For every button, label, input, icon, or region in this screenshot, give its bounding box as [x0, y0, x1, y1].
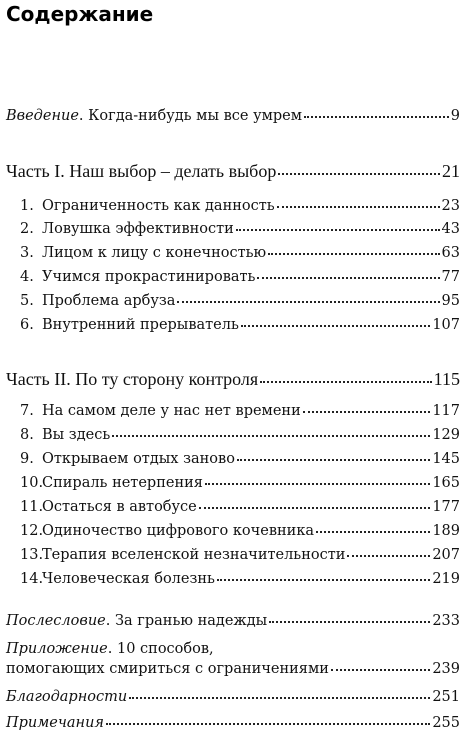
- leader-dots: [303, 410, 431, 413]
- page-title: Содержание: [6, 2, 154, 26]
- page-number: 107: [432, 317, 460, 333]
- chapter-title: Ограниченность как данность: [42, 198, 275, 214]
- chapter-number: 8.: [20, 427, 34, 443]
- acknowledgements-title: Благодарности: [6, 689, 128, 705]
- page-number: 77: [441, 269, 460, 285]
- page-number: 115: [433, 369, 460, 389]
- leader-dots: [106, 722, 430, 725]
- toc-entry-appendix-line1[interactable]: [6, 640, 460, 658]
- chapter-title: Лицом к лицу с конечностью: [42, 245, 267, 261]
- toc-chapter[interactable]: [20, 474, 460, 492]
- appendix-title-line1: . 10 способов,: [107, 641, 214, 657]
- leader-dots: [217, 578, 430, 581]
- leader-dots: [257, 276, 439, 279]
- leader-dots: [177, 300, 439, 303]
- chapter-title: Спираль нетерпения: [42, 475, 203, 491]
- appendix-title-line2: помогающих смириться с ограничениями: [6, 661, 329, 677]
- intro-prefix: Введение: [6, 108, 79, 124]
- leader-dots: [316, 530, 430, 533]
- page-number: 219: [432, 571, 460, 587]
- toc-chapter[interactable]: [20, 268, 460, 286]
- leader-dots: [236, 228, 440, 231]
- chapter-number: 12.: [20, 523, 44, 539]
- toc-chapter[interactable]: [20, 498, 460, 516]
- appendix-prefix: Приложение: [6, 641, 108, 657]
- leader-dots: [277, 205, 440, 208]
- page-number: 165: [432, 475, 460, 491]
- page-number: 233: [432, 613, 460, 629]
- chapter-number: 11.: [20, 499, 44, 515]
- leader-dots: [304, 115, 449, 118]
- chapter-title: Человеческая болезнь: [42, 571, 215, 587]
- toc-chapter[interactable]: [20, 450, 460, 468]
- toc-chapter[interactable]: [20, 316, 460, 334]
- leader-dots: [205, 482, 430, 485]
- chapter-title: Ловушка эффективности: [42, 221, 234, 237]
- chapter-number: 13.: [20, 547, 44, 563]
- leader-dots: [331, 668, 430, 671]
- toc-chapter[interactable]: [20, 522, 460, 540]
- chapter-title: Одиночество цифрового кочевника: [42, 523, 315, 539]
- chapter-number: 14.: [20, 571, 44, 587]
- page-number: 177: [432, 499, 460, 515]
- page-number: 207: [432, 547, 460, 563]
- leader-dots: [268, 252, 439, 255]
- page-number: 21: [442, 161, 460, 181]
- page-number: 239: [432, 661, 460, 677]
- toc-chapter[interactable]: [20, 546, 460, 564]
- toc-entry-afterword[interactable]: [6, 612, 460, 630]
- chapter-number: 7.: [20, 403, 34, 419]
- chapter-number: 2.: [20, 221, 34, 237]
- chapter-number: 6.: [20, 317, 34, 333]
- toc-entry-acknowledgements[interactable]: [6, 688, 460, 706]
- part-title: Часть I. Наш выбор – делать выбор: [6, 161, 277, 181]
- notes-title: Примечания: [6, 715, 105, 731]
- toc-part-1[interactable]: [6, 160, 460, 182]
- toc-entry-intro[interactable]: [6, 107, 460, 125]
- chapter-number: 4.: [20, 269, 34, 285]
- toc-chapter[interactable]: [20, 402, 460, 420]
- leader-dots: [237, 458, 430, 461]
- afterword-title: . За гранью надежды: [105, 613, 268, 629]
- chapter-title: На самом деле у нас нет времени: [42, 403, 301, 419]
- chapter-number: 5.: [20, 293, 34, 309]
- chapter-number: 3.: [20, 245, 34, 261]
- toc-chapter[interactable]: [20, 292, 460, 310]
- page-number: 43: [441, 221, 460, 237]
- chapter-title: Открываем отдых заново: [42, 451, 235, 467]
- toc-chapter[interactable]: [20, 426, 460, 444]
- chapter-title: Остаться в автобусе: [42, 499, 197, 515]
- chapter-number: 1.: [20, 198, 34, 214]
- chapter-title: Проблема арбуза: [42, 293, 176, 309]
- leader-dots: [199, 506, 431, 509]
- page-number: 129: [432, 427, 460, 443]
- part-title: Часть II. По ту сторону контроля: [6, 369, 259, 389]
- chapter-title: Учимся прокрастинировать: [42, 269, 256, 285]
- afterword-prefix: Послесловие: [6, 613, 106, 629]
- leader-dots: [241, 324, 430, 327]
- intro-title: . Когда-нибудь мы все умрем: [78, 108, 303, 124]
- leader-dots: [260, 380, 431, 383]
- page-number: 255: [432, 715, 460, 731]
- page-number: 63: [441, 245, 460, 261]
- page-number: 189: [432, 523, 460, 539]
- chapter-number: 9.: [20, 451, 34, 467]
- page-number: 95: [441, 293, 460, 309]
- page-number: 9: [450, 108, 460, 124]
- toc-entry-notes[interactable]: [6, 714, 460, 732]
- page-number: 23: [441, 198, 460, 214]
- leader-dots: [112, 434, 430, 437]
- toc-entry-appendix-line2[interactable]: [6, 660, 460, 678]
- toc-chapter[interactable]: [20, 244, 460, 262]
- page-number: 117: [432, 403, 460, 419]
- leader-dots: [129, 696, 430, 699]
- chapter-number: 10.: [20, 475, 44, 491]
- toc-chapter[interactable]: [20, 197, 460, 215]
- leader-dots: [347, 554, 430, 557]
- toc-part-2[interactable]: [6, 368, 460, 390]
- toc-chapter[interactable]: [20, 570, 460, 588]
- chapter-title: Вы здесь: [42, 427, 111, 443]
- chapter-title: Внутренний прерыватель: [42, 317, 239, 333]
- page-number: 145: [432, 451, 460, 467]
- leader-dots: [278, 172, 440, 175]
- leader-dots: [269, 620, 430, 623]
- page-number: 251: [432, 689, 460, 705]
- chapter-title: Терапия вселенской незначительности: [42, 547, 346, 563]
- toc-chapter[interactable]: [20, 220, 460, 238]
